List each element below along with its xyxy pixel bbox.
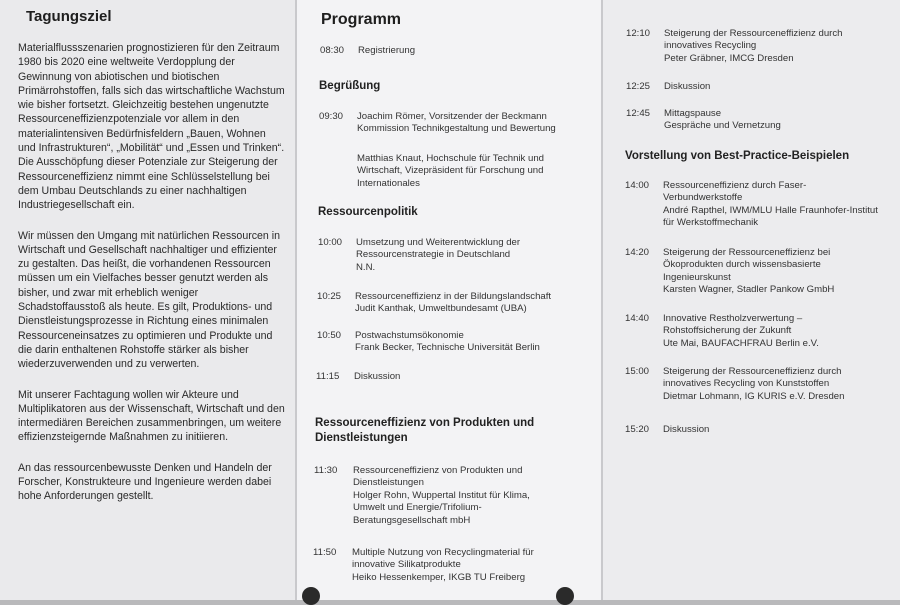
section-best-practice: Vorstellung von Best-Practice-Beispielen bbox=[625, 150, 850, 162]
time-1210: 12:10 bbox=[626, 28, 651, 39]
time-1025: 10:25 bbox=[317, 291, 342, 302]
section-ressourcenpolitik: Ressourcenpolitik bbox=[318, 206, 418, 218]
binding-hole bbox=[302, 587, 320, 605]
program-item-1420: Steigerung der Ressourceneffizienz bei Ökoprodukten durch wissensbasierte Ingenieurskunst Karsten Wagner, Stadler Pankow GmbH bbox=[663, 247, 835, 296]
section-begruessung: Begrüßung bbox=[319, 80, 381, 92]
time-1500: 15:00 bbox=[625, 366, 650, 377]
time-1000: 10:00 bbox=[318, 237, 343, 248]
time-0930: 09:30 bbox=[319, 111, 344, 122]
tagungsziel-heading: Tagungsziel bbox=[26, 8, 112, 25]
left-panel bbox=[0, 0, 296, 600]
time-1440: 14:40 bbox=[625, 313, 650, 324]
paragraph-2: Wir müssen den Umgang mit natürlichen Ressourcen in Wirtschaft und Gesellschaft nachhaltiger und effizienter zu gestalten. Das heißt, die vorhandenen Ressourcen müssen um ein Vielfaches besser genutzt werden als bisher, und zwar mit erheblich weniger Schadstoffausstoß als heute. Es gilt, Produktions- und Dienstleistungsprozesse in Richtung eines minimalen Ressourceneinsatzes zu optimieren und Produkte und die darin enthaltenen Rohstoffe stärker als bisher wiederzuverwenden und zu verwerten. bbox=[18, 229, 281, 371]
tagungsziel-text bbox=[18, 41, 286, 504]
time-1400: 14:00 bbox=[625, 180, 650, 191]
program-item-1440: Innovative Restholzverwertung – Rohstoffsicherung der Zukunft Ute Mai, BAUFACHFRAU Berlin e.V. bbox=[663, 313, 819, 349]
program-item-1025: Ressourceneffizienz in der Bildungslandschaft Judit Kanthak, Umweltbundesamt (UBA) bbox=[355, 291, 552, 315]
binding-hole bbox=[556, 587, 574, 605]
right-panel bbox=[603, 0, 900, 600]
program-item-1130: Ressourceneffizienz von Produkten und Dienstleistungen Holger Rohn, Wuppertal Institut für Klima, Umwelt und Energie/Trifolium-Beratungsgesellschaft mbH bbox=[353, 465, 530, 526]
program-item-1050: Postwachstumsökonomie Frank Becker, Technische Universität Berlin bbox=[355, 330, 540, 354]
program-item-1245: Mittagspause Gespräche und Vernetzung bbox=[664, 108, 781, 132]
program-item-1210: Steigerung der Ressourceneffizienz durch innovatives Recycling Peter Gräbner, IMCG Dresden bbox=[664, 28, 843, 64]
paragraph-4: An das ressourcenbewusste Denken und Handeln der Forscher, Konstrukteure und Ingenieure werden dabei hohe Anforderungen gestellt. bbox=[18, 461, 272, 503]
time-0830: 08:30 bbox=[320, 45, 345, 56]
time-1225: 12:25 bbox=[626, 81, 651, 92]
program-item-1000: Umsetzung und Weiterentwicklung der Ressourcenstrategie in Deutschland N.N. bbox=[356, 237, 521, 273]
program-item-1115: Diskussion bbox=[354, 371, 401, 382]
program-item-1225: Diskussion bbox=[664, 81, 711, 92]
time-1115: 11:15 bbox=[316, 371, 340, 382]
program-item-1520: Diskussion bbox=[663, 424, 710, 435]
program-item-1150: Multiple Nutzung von Recyclingmaterial für innovative Silikatprodukte Heiko Hessenkemper, IKGB TU Freiberg bbox=[352, 547, 534, 583]
program-item-1400: Ressourceneffizienz durch Faser-Verbundwerkstoffe André Rapthel, IWM/MLU Halle Fraunhofer-Institut für Werkstoffmechanik bbox=[663, 180, 878, 229]
paragraph-1: Materialflussszenarien prognostizieren für den Zeitraum 1980 bis 2020 eine weltweite Verdopplung der Gewinnung von abiotischen und biotischen Primärrohstoffen, falls sich das wirtschaftliche Wachstum wie bisher fortsetzt. Gleichzeitig bestehen ungenutzte Ressourceneffizienzpotenziale vor allem in den materialintensiven Bedürfnisfeldern „Bauen, Wohnen und Infrastrukturen“, „Mobilität“ und „Essen und Trinken“. Die Ausschöpfung dieser Potenziale zur Steigerung der Ressourceneffizienz nimmt eine Schlüsselstellung bei dem Umbau Deutschlands zu einer nachhaltigen Industriegesellschaft ein. bbox=[18, 42, 285, 212]
paragraph-3: Mit unserer Fachtagung wollen wir Akteure und Multiplikatoren aus der Wissenschaft, Wirtschaft und den intermediären Bereichen zusammenbringen, um weitere effizienzsteigernde Maßnahmen zu initiieren. bbox=[18, 388, 285, 444]
program-item-welcome-2: Matthias Knaut, Hochschule für Technik und Wirtschaft, Vizepräsident für Forschung und Internationales bbox=[357, 153, 545, 189]
section-produkte-dienstleistungen: Ressourceneffizienz von Produkten und Dienstleistungen bbox=[315, 417, 535, 444]
time-1150: 11:50 bbox=[313, 547, 337, 558]
programm-heading: Programm bbox=[321, 11, 402, 28]
program-item-welcome-1: Joachim Römer, Vorsitzender der Beckmann Kommission Technikgestaltung und Bewertung bbox=[357, 111, 556, 135]
registration-text: Registrierung bbox=[358, 45, 416, 56]
time-1420: 14:20 bbox=[625, 247, 650, 258]
time-1050: 10:50 bbox=[317, 330, 342, 341]
middle-panel bbox=[297, 0, 602, 600]
program-item-1500: Steigerung der Ressourceneffizienz durch innovatives Recycling von Kunststoffen Dietmar Lohmann, IG KURIS e.V. Dresden bbox=[663, 366, 845, 402]
time-1130: 11:30 bbox=[314, 465, 338, 476]
time-1245: 12:45 bbox=[626, 108, 651, 119]
time-1520: 15:20 bbox=[625, 424, 650, 435]
